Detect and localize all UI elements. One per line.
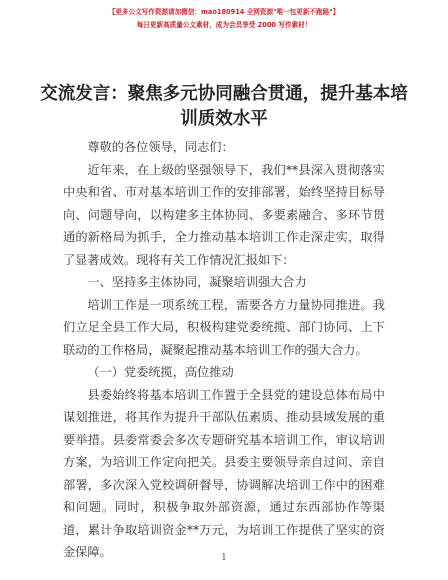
promo-banner-line-2: 每日更新高质量公文素材，成为会员享受 2000 写作素材！ xyxy=(136,21,312,29)
document-title: 交流发言：聚焦多元协同融合贯通，提升基本培训质效水平 xyxy=(40,84,408,129)
page-number: 1 xyxy=(221,553,227,563)
subsection-heading-1: （一）党委统揽，高位推动 xyxy=(87,365,234,379)
paragraph-section-1: 培训工作是一项系统工程，需要各方力量协同推进。我们立足全县工作大局，积极构建党委统揽、部门协同、上下联动的工作格局，凝聚起推动基本培训工作的强大合力。 xyxy=(63,297,385,357)
document-body xyxy=(63,136,385,564)
paragraph-intro: 近年来，在上级的坚强领导下，我们**县深入贯彻落实中央和省、市对基本培训工作的安排部署，始终坚持目标导向、问题导向，以构建多主体协同、多要素融合、多环节贯通的新格局为抓手，全力推动基本培训工作走深走实，取得了显著成效。现将有关工作情况汇报如下： xyxy=(63,162,385,267)
promo-banner xyxy=(0,6,448,32)
paragraph-subsection-1: 县委始终将基本培训工作置于全县党的建设总体布局中谋划推进，将其作为提升干部队伍素质、推动县域发展的重要举措。县委常委会多次专题研究基本培训工作，审议培训方案，为培训工作定向把关。县委主要领导亲自过问、亲自部署，多次深入党校调研督导，协调解决培训工作中的困难和问题。同时，积极争取外部资源，通过东西部协作等渠道，累计争取培训资金**万元，为培训工作提供了坚实的资金保障。 xyxy=(63,387,385,559)
promo-banner-line-1: 【更多公文写作资源请加微信：mao180914 全网资源"唯一包更新不跑路"】 xyxy=(108,8,340,16)
section-heading-1: 一、坚持多主体协同，凝聚培训强大合力 xyxy=(87,275,307,289)
salutation: 尊敬的各位领导，同志们： xyxy=(87,140,234,154)
